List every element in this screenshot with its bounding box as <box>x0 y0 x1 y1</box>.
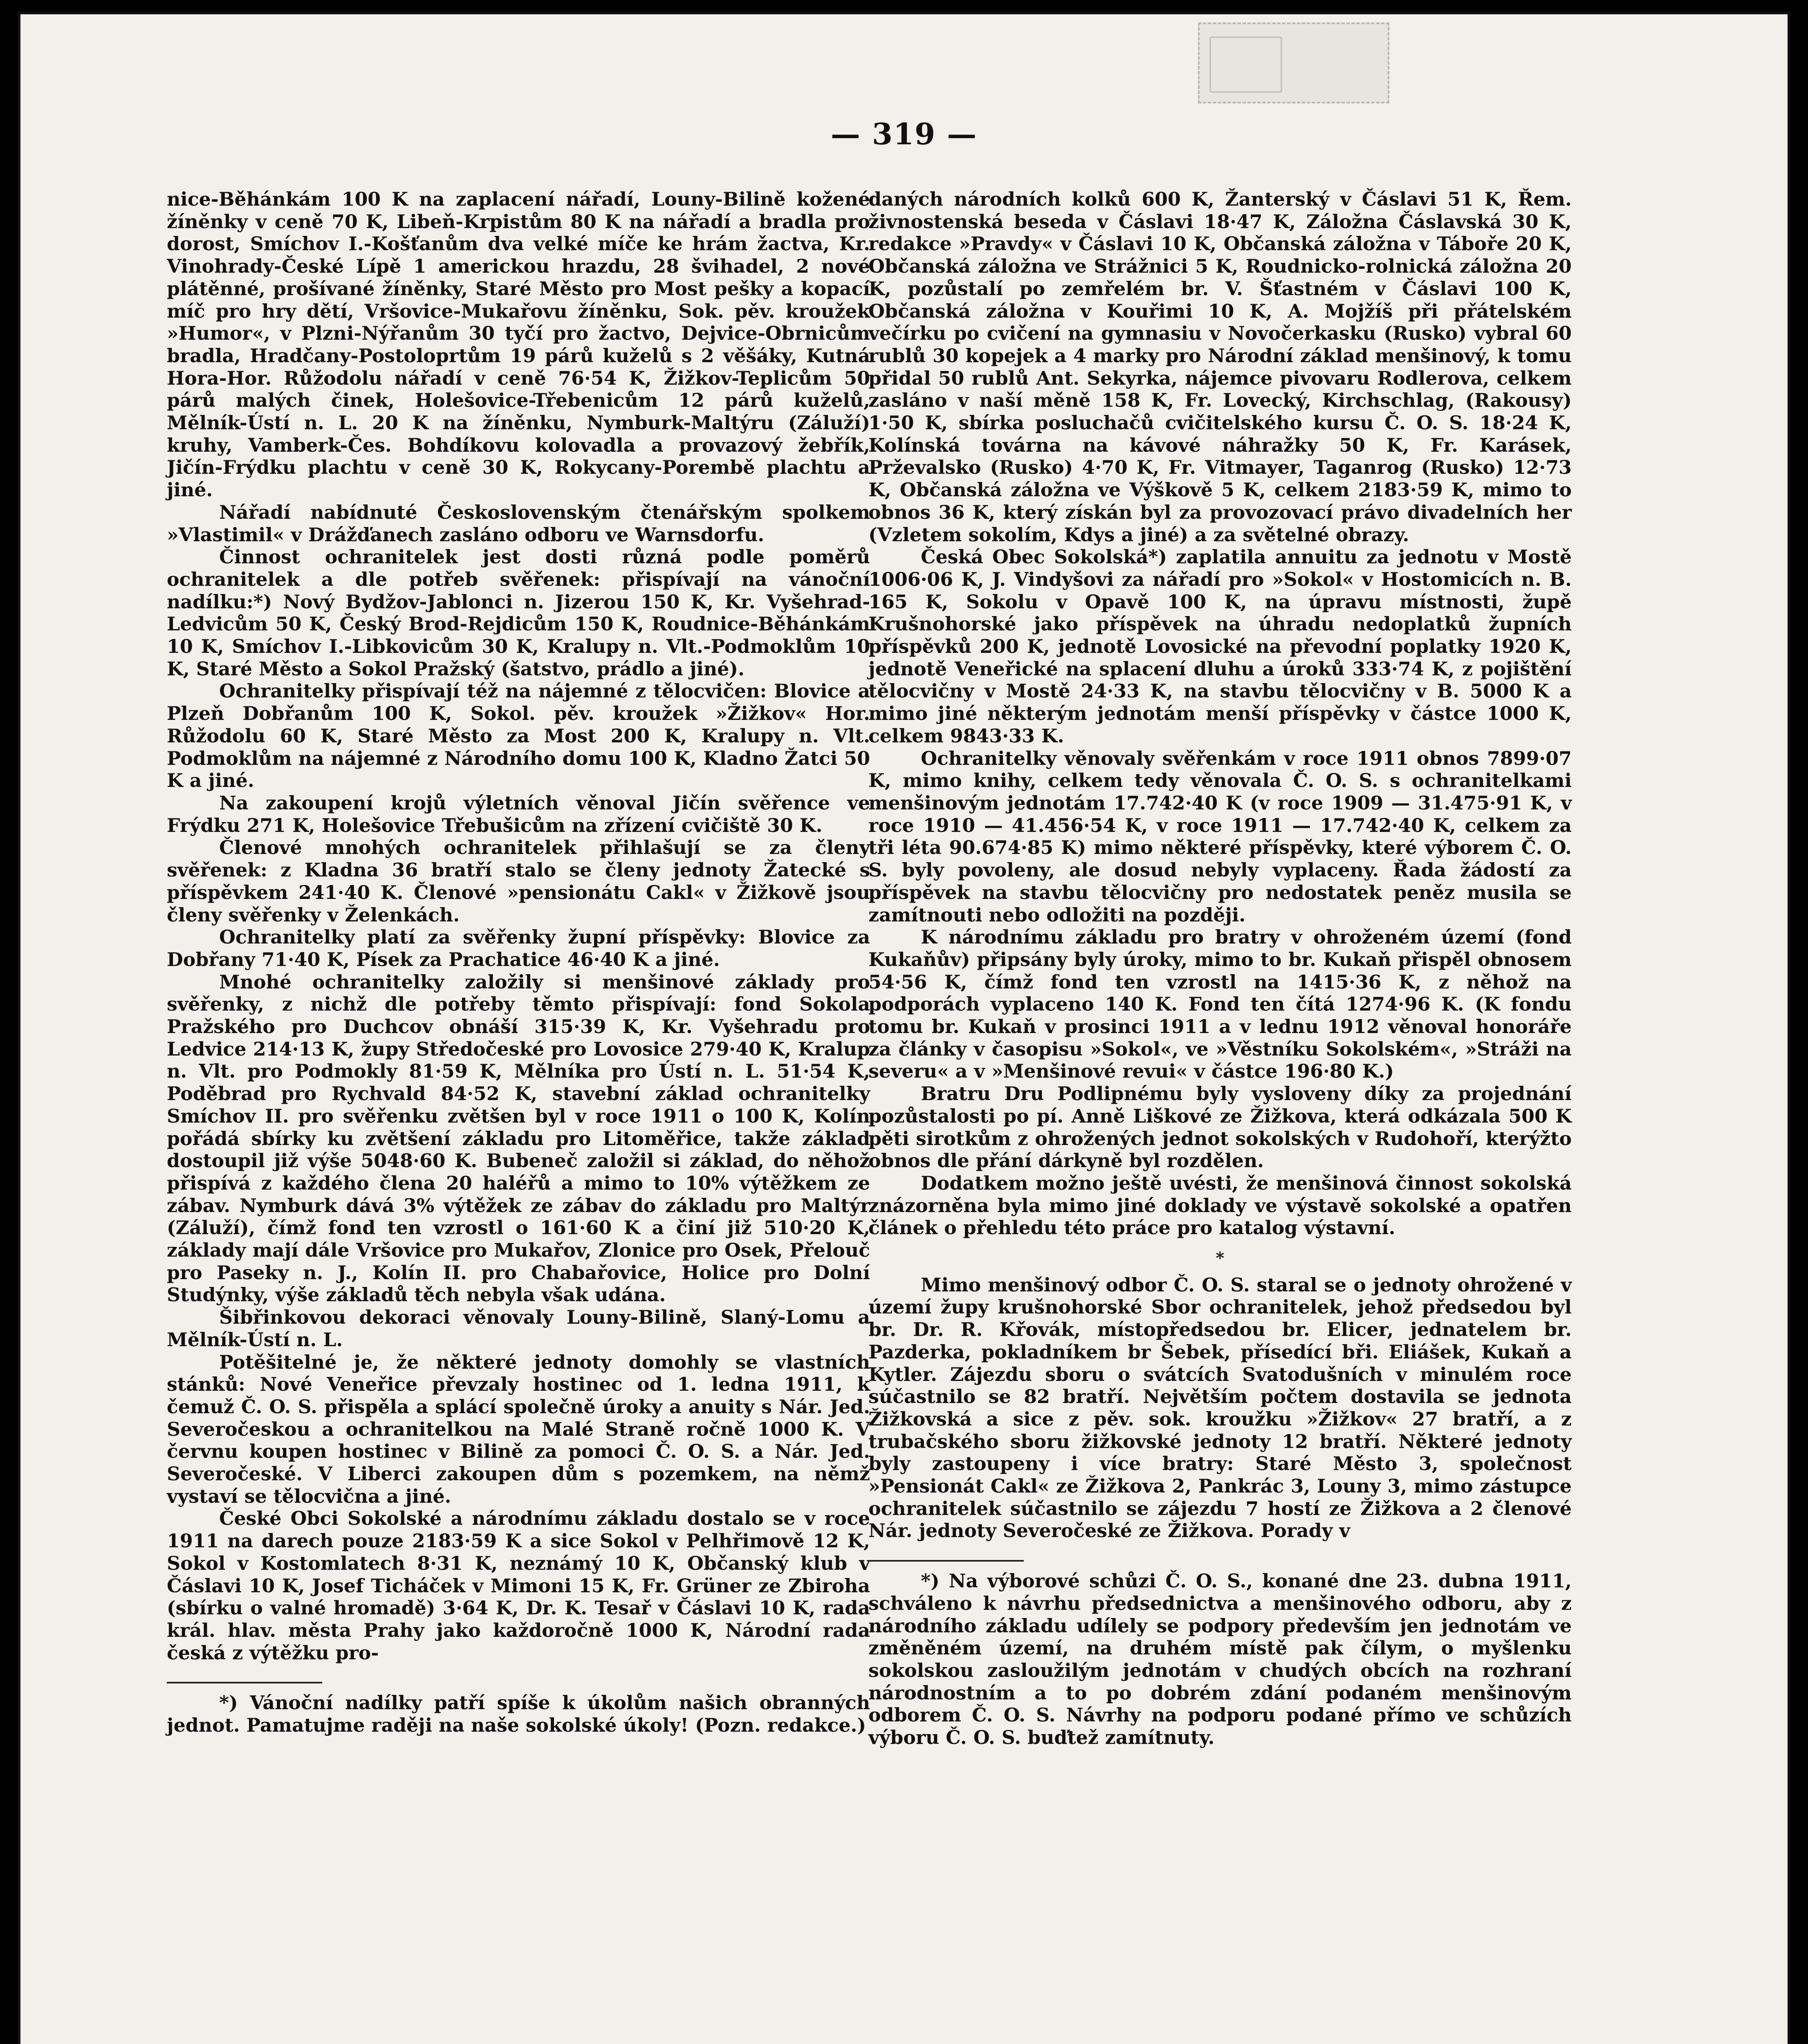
paragraph: Mimo menšinový odbor Č. O. S. staral se o jednoty ohrožené v území župy krušnohorské Sbor ochranitelek, jehož předsedou byl br. Dr. R. Křovák, místopředsedou br. Elicer, jednatelem br. Pazderka, pokladníkem br Šebek, přísedící bři. Eliášek, Kukaň a Kytler. Zájezdu sboru o svátcích Svatodušních v minulém roce súčastnilo se 82 bratří. Největším počtem dostavila se jednota Žižkovská a sice z pěv. sok. kroužku »Žižkov« 27 bratří, a z trubačského sboru žižkovské jednoty 12 bratří. Některé jednoty byly zastoupeny i více bratry: Staré Město 3, společnost »Pensionát Cakl« ze Žižkova 2, Pankrác 3, Louny 3, mimo zástupce ochranitelek súčastnilo se zájezdu 7 hostí ze Žižkova a 2 členové Nár. jednoty Severočeské ze Žižkova. Porady v <box>868 1273 1572 1542</box>
footnote <box>868 1570 1572 1749</box>
stamp-mark-icon <box>1209 36 1282 93</box>
paragraph: Ochranitelky přispívají též na nájemné z tělocvičen: Blovice a Plzeň Dobřanům 100 K, Sokol. pěv. kroužek »Žižkov« Hor. Růžodolu 60 K, Staré Město za Most 200 K, Kralupy n. Vlt. Podmoklům na nájemné z Národního domu 100 K, Kladno Žatci 50 K a jiné. <box>167 680 870 792</box>
paragraph: České Obci Sokolské a národnímu základu dostalo se v roce 1911 na darech pouze 2183·59 K a sice Sokol v Pelhřimově 12 K, Sokol v Kostomlatech 8·31 K, neznámý 10 K, Občanský klub v Čáslavi 10 K, Josef Ticháček v Mimoni 15 K, Fr. Grüner ze Zbiroha (sbírku o valné hromadě) 3·64 K, Dr. K. Tesař v Čáslavi 10 K, rada král. hlav. města Prahy jako každoročně 1000 K, Národní rada česká z výtěžku pro- <box>167 1507 870 1664</box>
paragraph: K národnímu základu pro bratry v ohroženém území (fond Kukaňův) připsány byly úroky, mimo to br. Kukaň přispěl obnosem 54·56 K, čímž fond ten vzrostl na 1415·36 K, z něhož na podporách vyplaceno 140 K. Fond ten čítá 1274·96 K. (K fondu tomu br. Kukaň v prosinci 1911 a v lednu 1912 věnoval honoráře za články v časopisu »Sokol«, ve »Věstníku Sokolském«, »Stráži na severu« a v »Menšinové revui« v částce 196·80 K.) <box>868 926 1572 1083</box>
paragraph: Mnohé ochranitelky založily si menšinové základy pro svěřenky, z nichž dle potřeby těmto přispívají: fond Sokola Pražského pro Duchcov obnáší 315·39 K, Kr. Vyšehradu pro Ledvice 214·13 K, župy Středočeské pro Lovosice 279·40 K, Kralup n. Vlt. pro Podmokly 81·59 K, Mělníka pro Ústí n. L. 51·54 K, Poděbrad pro Rychvald 84·52 K, stavební základ ochranitelky Smíchov II. pro svěřenku zvětšen byl v roce 1911 o 100 K, Kolín pořádá sbírky ku zvětšení základu pro Litoměřice, takže základ dostoupil již výše 5048·60 K. Bubeneč založil si základ, do něhož přispívá z každého člena 20 haléřů a mimo to 10% výtěžkem ze zábav. Nymburk dává 3% výtěžek ze zábav do základu pro Maltýr (Záluží), čímž fond ten vzrostl o 161·60 K a činí již 510·20 K, základy mají dále Vršovice pro Mukařov, Zlonice pro Osek, Přelouč pro Paseky n. J., Kolín II. pro Chabařovice, Holice pro Dolní Studýnky, výše základů těch nebyla však udána. <box>167 970 870 1306</box>
scanned-page <box>20 14 1788 2044</box>
page-number: — 319 — <box>830 117 978 151</box>
paragraph: Šibřinkovou dekoraci věnovaly Louny-Bilině, Slaný-Lomu a Mělník-Ústí n. L. <box>167 1306 870 1351</box>
paragraph: Ochranitelky platí za svěřenky župní příspěvky: Blovice za Dobřany 71·40 K, Písek za Prachatice 46·40 K a jiné. <box>167 926 870 970</box>
paragraph: Ochranitelky věnovaly svěřenkám v roce 1911 obnos 7899·07 K, mimo knihy, celkem tedy věnovala Č. O. S. s ochranitelkami menšinovým jednotám 17.742·40 K (v roce 1909 — 31.475·91 K, v roce 1910 — 41.456·54 K, v roce 1911 — 17.742·40 K, celkem za tři léta 90.674·85 K) mimo některé příspěvky, které výborem Č. O. S. byly povoleny, ale dosud nebyly vyplaceny. Řada žádostí za příspěvek na stavbu tělocvičny pro nedostatek peněz musila se zamítnouti nebo odložiti na později. <box>868 747 1572 926</box>
paragraph: Bratru Dru Podlipnému byly vysloveny díky za projednání pozůstalosti po pí. Anně Liškové ze Žižkova, která odkázala 500 K pěti sirotkům z ohrožených jednot sokolských v Rudohoří, kterýžto obnos dle přání dárkyně byl rozdělen. <box>868 1083 1572 1172</box>
paragraph: daných národních kolků 600 K, Žanterský v Čáslavi 51 K, Řem. živnostenská beseda v Čáslavi 18·47 K, Záložna Čáslavská 30 K, redakce »Pravdy« v Čáslavi 10 K, Občanská záložna v Táboře 20 K, Občanská záložna ve Strážnici 5 K, Roudnicko-rolnická záložna 20 K, pozůstalí po zemřelém br. V. Šťastném v Čáslavi 100 K, Občanská záložna v Kouřimi 10 K, A. Mojžíš při přátelském večírku po cvičení na gymnasiu v Novočerkasku (Rusko) vybral 60 rublů 30 kopejek a 4 marky pro Národní základ menšinový, k tomu přidal 50 rublů Ant. Sekyrka, nájemce pivovaru Rodlerova, celkem zasláno v naší měně 158 K, Fr. Lovecký, Kirchschlag, (Rakousy) 1·50 K, sbírka posluchačů cvičitelského kursu Č. O. S. 18·24 K, Kolínská továrna na kávové náhražky 50 K, Fr. Karásek, Prževalsko (Rusko) 4·70 K, Fr. Vitmayer, Taganrog (Rusko) 12·73 K, Občanská záložna ve Výškově 5 K, celkem 2183·59 K, mimo to obnos 36 K, který získán byl za provozovací právo divadelních her (Vzletem sokolím, Kdys a jiné) a za světelné obrazy. <box>868 188 1572 546</box>
footnote-text: *) Vánoční nadílky patří spíše k úkolům našich obranných jednot. Pamatujme raději na naše sokolské úkoly! (Pozn. redakce.) <box>167 1692 870 1737</box>
footnote-text: *) Na výborové schůzi Č. O. S., konané dne 23. dubna 1911, schváleno k návrhu předsednictva a menšinového odboru, aby z národního základu udílely se podpory především jen jednotám ve změněném území, na druhém místě pak čílym, o myšlenku sokolskou zasloužilým jednotám v chudých obcích na rozhraní národnostním a to po dobrém zdání podaném menšinovým odborem Č. O. S. Návrhy na podporu podané přímo ve schůzích výboru Č. O. S. buďtež zamítnuty. <box>868 1570 1572 1749</box>
left-column <box>167 188 870 1737</box>
section-separator <box>868 1247 1572 1270</box>
paragraph: Členové mnohých ochranitelek přihlašují se za členy svěřenek: z Kladna 36 bratří stalo se členy jednoty Žatecké s příspěvkem 241·40 K. Členové »pensionátu Cakl« v Žižkově jsou členy svěřenky v Želenkách. <box>167 836 870 926</box>
paragraph: Nářadí nabídnuté Československým čtenářským spolkem »Vlastimil« v Drážďanech zasláno odboru ve Warnsdorfu. <box>167 501 870 546</box>
paragraph: Dodatkem možno ještě uvésti, že menšinová činnost sokolská znázorněna byla mimo jiné doklady ve výstavě sokolské a opatřen článek o přehledu této práce pro katalog výstavní. <box>868 1172 1572 1239</box>
paragraph: Činnost ochranitelek jest dosti různá podle poměrů ochranitelek a dle potřeb svěřenek: přispívají na vánoční nadílku:*) Nový Bydžov-Jablonci n. Jizerou 150 K, Kr. Vyšehrad-Ledvicům 50 K, Český Brod-Rejdicům 150 K, Roudnice-Běhánkám 10 K, Smíchov I.-Libkovicům 30 K, Kralupy n. Vlt.-Podmoklům 10 K, Staré Město a Sokol Pražský (šatstvo, prádlo a jiné). <box>167 546 870 680</box>
paragraph: Potěšitelné je, že některé jednoty domohly se vlastních stánků: Nové Veneřice převzaly hostinec od 1. ledna 1911, k čemuž Č. O. S. přispěla a splácí společně úroky a anuity s Nár. Jed. Severočeskou a ochranitelkou na Malé Straně ročně 1000 K. V červnu koupen hostinec v Bilině za pomoci Č. O. S. a Nár. Jed. Severočeské. V Liberci zakoupen dům s pozemkem, na němž vystaví se tělocvična a jiné. <box>167 1351 870 1507</box>
library-stamp <box>1198 22 1389 103</box>
right-column <box>868 188 1572 1749</box>
footnote-divider <box>868 1560 1024 1562</box>
paragraph: nice-Běhánkám 100 K na zaplacení nářadí, Louny-Bilině kožené žíněnky v ceně 70 K, Libeň-Krpistům 80 K na nářadí a bradla pro dorost, Smíchov I.-Košťanům dva velké míče ke hrám žactva, Kr. Vinohrady-České Lípě 1 americkou hrazdu, 28 švihadel, 2 nové plátěnné, prošívané žíněnky, Staré Město pro Most pešky a kopací míč pro hry dětí, Vršovice-Mukařovu žíněnku, Sok. pěv. kroužek »Humor«, v Plzni-Nýřanům 30 tyčí pro žactvo, Dejvice-Obrnicům bradla, Hradčany-Postoloprtům 19 párů kuželů s 2 věšáky, Kutná Hora-Hor. Růžodolu nářadí v ceně 76·54 K, Žižkov-Teplicům 50 párů malých činek, Holešovice-Třebenicům 12 párů kuželů, Mělník-Ústí n. L. 20 K na žíněnku, Nymburk-Maltýru (Záluží) kruhy, Vamberk-Čes. Bohdíkovu kolovadla a provazový žebřík, Jičín-Frýdku plachtu v ceně 30 K, Rokycany-Porembě plachtu a jiné. <box>167 188 870 501</box>
paragraph: Česká Obec Sokolská*) zaplatila annuitu za jednotu v Mostě 1006·06 K, J. Vindyšovi za nářadí pro »Sokol« v Hostomicích n. B. 165 K, Sokolu v Opavě 100 K, na úpravu místnosti, župě Krušnohorské jako příspěvek na úhradu nedoplatků župních příspěvků 200 K, jednotě Lovosické na převodní poplatky 1920 K, jednotě Veneřické na splacení dluhu a úroků 333·74 K, z pojištění tělocvičny v Mostě 24·33 K, na stavbu tělocvičny v B. 5000 K a mimo jiné některým jednotám menší příspěvky v částce 1000 K, celkem 9843·33 K. <box>868 546 1572 747</box>
paragraph: Na zakoupení krojů výletních věnoval Jičín svěřence ve Frýdku 271 K, Holešovice Třebušicům na zřízení cvičiště 30 K. <box>167 791 870 836</box>
separator-asterisk: * <box>1216 1248 1225 1268</box>
footnote <box>167 1692 870 1736</box>
footnote-divider <box>167 1682 322 1683</box>
